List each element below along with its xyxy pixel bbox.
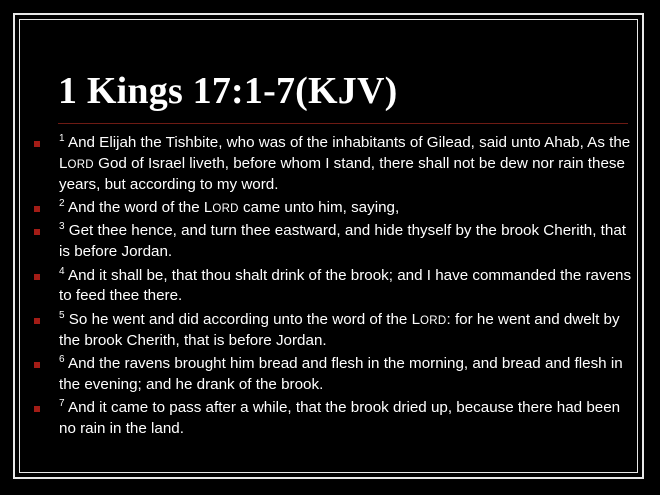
verse-text: And it came to pass after a while, that the brook dried up, because there had been no rain in the land.: [59, 399, 621, 437]
verse-text-continued: God of Israel liveth, before whom I stand, there shall not be dew nor rain these years, but according to my word.: [59, 154, 625, 194]
title-divider: [58, 123, 628, 124]
verse-item: [34, 221, 634, 263]
verse-text: Get thee hence, and turn thee eastward, and hide thyself by the brook Cherith, that is before Jordan.: [59, 222, 627, 260]
verse-number: 7: [59, 398, 65, 410]
verse-item: [34, 310, 634, 352]
verse-item: [34, 198, 634, 220]
bullet-icon: [34, 229, 40, 235]
verse-number: 6: [59, 353, 65, 365]
verse-number: 5: [59, 309, 65, 321]
verse-text: And the ravens brought him bread and flesh in the morning, and bread and flesh in the evening; and he drank of the brook.: [59, 354, 623, 393]
verse-text: And it shall be, that thou shalt drink of the brook; and I have commanded the ravens to feed thee there.: [59, 266, 632, 305]
verse-text: And the word of the L: [64, 198, 213, 216]
verse-smallcaps: ORD: [212, 202, 239, 215]
bullet-icon: [34, 141, 40, 147]
verse-text: So he went and did according unto the word of the L: [64, 310, 421, 328]
verse-list: [34, 133, 634, 442]
bullet-icon: [34, 362, 40, 368]
verse-smallcaps: ORD: [67, 158, 94, 171]
verse-text-continued: : for he went and dwelt by the brook Cherith, that is before Jordan.: [59, 310, 620, 350]
verse-smallcaps: ORD: [420, 314, 447, 327]
verse-number: 2: [59, 197, 65, 209]
verse-text: And Elijah the Tishbite, who was of the inhabitants of Gilead, said unto Ahab, As the L: [59, 134, 631, 172]
bullet-icon: [34, 274, 40, 280]
bullet-icon: [34, 406, 40, 412]
verse-item: [34, 354, 634, 396]
bullet-icon: [34, 206, 40, 212]
verse-item: [34, 266, 634, 308]
verse-number: 3: [59, 221, 65, 233]
bullet-icon: [34, 318, 40, 324]
verse-item: [34, 398, 634, 440]
verse-item: [34, 133, 634, 196]
verse-text-continued: came unto him, saying,: [238, 198, 400, 216]
slide-title: 1 Kings 17:1-7(KJV): [58, 70, 398, 112]
verse-number: 4: [59, 265, 65, 277]
verse-number: 1: [59, 133, 65, 144]
